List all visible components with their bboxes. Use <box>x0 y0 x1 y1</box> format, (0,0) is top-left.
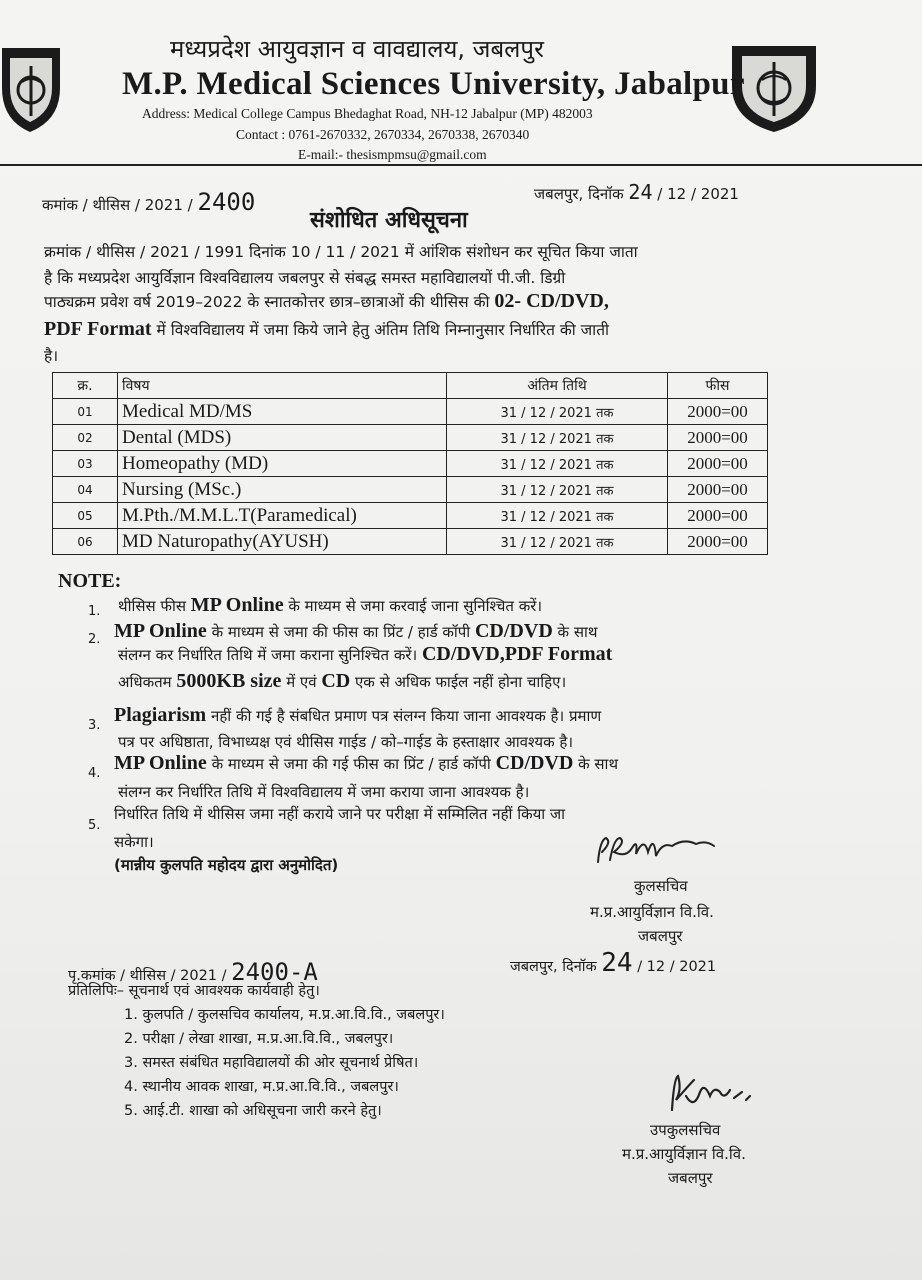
copy-list-item: 1. कुलपति / कुलसचिव कार्यालय, म.प्र.आ.वि.वि., जबलपुर। <box>124 1007 445 1023</box>
signatory-1-city: जबलपुर <box>638 927 683 945</box>
note-2-text-i: में एवं <box>286 673 317 691</box>
body-line-3 <box>44 290 609 313</box>
note-5-line-2: सकेगा। <box>114 833 154 851</box>
reference-date <box>534 180 739 204</box>
registrar-signature <box>592 828 722 872</box>
row-no: 06 <box>53 529 118 555</box>
endorsement-date-rest: / 12 / 2021 <box>637 959 717 975</box>
table-row <box>53 477 768 503</box>
signatory-1-title: कुलसचिव <box>634 877 688 895</box>
row-subject: Medical MD/MS <box>118 399 447 425</box>
row-fee: 2000=00 <box>668 425 768 451</box>
endorsement-date <box>510 948 716 978</box>
note-3-line-2: पत्र पर अधिष्ठाता, विभाध्यक्ष एवं थीसिस गाईड / को–गाईड के हस्ताक्षार आवश्यक है। <box>118 733 574 751</box>
university-emblem-left-icon <box>0 42 92 134</box>
column-header-subject: विषय <box>118 373 447 399</box>
row-last-date: 31 / 12 / 2021 तक <box>447 503 668 529</box>
column-header-fee: फीस <box>668 373 768 399</box>
note-2-text-f: CD/DVD,PDF Format <box>421 643 613 665</box>
approval-note: (मान्नीय कुलपति महोदय द्वारा अनुमोदित) <box>114 856 339 874</box>
row-last-date: 31 / 12 / 2021 तक <box>447 477 668 503</box>
row-no: 03 <box>53 451 118 477</box>
note-4-text-b: के माध्यम से जमा की गई फीस का प्रिंट / हार्ड कॉपी <box>211 755 491 773</box>
note-4-text-d: के साथ <box>578 755 619 773</box>
copy-list-item: 4. स्थानीय आवक शाखा, म.प्र.आ.वि.वि., जबलपुर। <box>124 1079 399 1095</box>
row-fee: 2000=00 <box>668 477 768 503</box>
body-line-4-text: में विश्वविद्यालय में जमा किये जाने हेतु अंतिम तिथि निम्नानुसार निर्धारित की जाती <box>156 321 610 339</box>
endorsement-number-prefix: पृ.कमांक / थीसिस / 2021 / <box>68 968 227 984</box>
body-line-3-text: पाठ्यक्रम प्रवेश वर्ष 2019–2022 के स्नातकोत्तर छात्र–छात्राओं की थीसिस की <box>44 293 490 311</box>
note-2-text-d: के साथ <box>557 623 598 641</box>
table-row <box>53 451 768 477</box>
university-name-english: M.P. Medical Sciences University, Jabalpur <box>122 66 745 102</box>
row-no: 01 <box>53 399 118 425</box>
reference-date-rest: / 12 / 2021 <box>657 185 739 203</box>
body-line-1: क्रमांक / थीसिस / 2021 / 1991 दिनांक 10 / 11 / 2021 में आंशिक संशोधन कर सूचित किया जाता <box>44 243 638 261</box>
table-row <box>53 425 768 451</box>
row-subject: Nursing (MSc.) <box>118 477 447 503</box>
table-row <box>53 503 768 529</box>
row-subject: M.Pth./M.M.L.T(Paramedical) <box>118 503 447 529</box>
note-3-line-1 <box>114 704 601 727</box>
row-fee: 2000=00 <box>668 399 768 425</box>
column-header-last-date: अंतिम तिथि <box>447 373 668 399</box>
copy-list-item: 5. आई.टी. शाखा को अधिसूचना जारी करने हेतु। <box>124 1103 382 1119</box>
row-fee: 2000=00 <box>668 503 768 529</box>
deputy-registrar-signature <box>664 1070 764 1120</box>
row-subject: MD Naturopathy(AYUSH) <box>118 529 447 555</box>
endorsement-number-handwritten: 2400-A <box>231 958 318 986</box>
note-2-number: 2. <box>88 632 101 647</box>
note-3-number: 3. <box>88 718 101 733</box>
note-2-text-k: एक से अधिक फाईल नहीं होना चाहिए। <box>355 673 567 691</box>
signatory-1-org: म.प्र.आयुर्विज्ञान वि.वि. <box>590 903 714 921</box>
reference-number-prefix: कमांक / थीसिस / 2021 / <box>42 196 193 214</box>
signatory-2-org: म.प्र.आयुर्विज्ञान वि.वि. <box>622 1145 746 1163</box>
signatory-2-city: जबलपुर <box>668 1169 713 1187</box>
body-line-5: है। <box>44 347 59 365</box>
university-address: Address: Medical College Campus Bhedaghat Road, NH-12 Jabalpur (MP) 482003 <box>142 106 593 121</box>
note-2-text-h: 5000KB size <box>176 670 282 692</box>
row-fee: 2000=00 <box>668 529 768 555</box>
endorsement-date-day: 24 <box>601 948 633 978</box>
note-2-text-a: MP Online <box>114 620 207 642</box>
note-2-line-2 <box>118 643 612 666</box>
row-last-date: 31 / 12 / 2021 तक <box>447 451 668 477</box>
note-2-line-3 <box>118 670 566 693</box>
reference-date-day: 24 <box>628 180 653 204</box>
row-subject: Homeopathy (MD) <box>118 451 447 477</box>
table-header-row <box>53 373 768 399</box>
fee-schedule-table <box>52 372 768 555</box>
row-no: 05 <box>53 503 118 529</box>
note-1-text-b: MP Online <box>190 594 284 616</box>
note-2-text-c: CD/DVD <box>474 620 553 642</box>
copy-to-label: प्रतिलिपिः– सूचनार्थ एवं आवश्यक कार्यवाही हेतु। <box>68 983 320 999</box>
table-row <box>53 399 768 425</box>
note-4-text-a: MP Online <box>114 752 207 774</box>
body-line-4 <box>44 318 609 341</box>
reference-number <box>42 188 255 216</box>
note-2-text-e: संलग्न कर निर्धारित तिथि में जमा कराना सुनिश्चित करें। <box>118 646 418 664</box>
note-4-text-c: CD/DVD <box>495 752 574 774</box>
reference-number-handwritten: 2400 <box>197 188 256 216</box>
note-4-number: 4. <box>88 766 101 781</box>
note-1-number: 1. <box>88 604 101 619</box>
row-last-date: 31 / 12 / 2021 तक <box>447 529 668 555</box>
body-line-4-format: PDF Format <box>44 318 152 340</box>
note-2-text-j: CD <box>321 670 351 692</box>
reference-date-prefix: जबलपुर, दिनॉक <box>534 185 624 203</box>
signatory-2-title: उपकुलसचिव <box>650 1121 721 1139</box>
note-4-line-2: संलग्न कर निर्धारित तिथि में विश्वविद्यालय में जमा कराया जाना आवश्यक है। <box>118 783 530 801</box>
row-subject: Dental (MDS) <box>118 425 447 451</box>
note-3-text-a: Plagiarism <box>114 704 207 726</box>
note-3-text-b: नहीं की गई है संबधित प्रमाण पत्र संलग्न किया जाना आवश्यक है। प्रमाण <box>211 707 602 725</box>
note-heading: NOTE: <box>58 570 122 592</box>
row-last-date: 31 / 12 / 2021 तक <box>447 399 668 425</box>
note-1-text-a: थीसिस फीस <box>118 597 186 615</box>
header-divider <box>0 164 922 166</box>
university-name-hindi: मध्यप्रदेश आयुवज्ञान व वावद्यालय, जबलपुर <box>170 35 544 63</box>
copy-list-item: 3. समस्त संबंधित महाविद्यालयों की ओर सूचनार्थ प्रेषित। <box>124 1055 419 1071</box>
university-contact: Contact : 0761-2670332, 2670334, 2670338, 2670340 <box>236 127 530 142</box>
note-5-number: 5. <box>88 818 101 833</box>
note-5-line-1: निर्धारित तिथि में थीसिस जमा नहीं कराये जाने पर परीक्षा में सम्मिलित नहीं किया जा <box>114 805 565 823</box>
copy-list-item: 2. परीक्षा / लेखा शाखा, म.प्र.आ.वि.वि., जबलपुर। <box>124 1031 394 1047</box>
endorsement-date-prefix: जबलपुर, दिनॉक <box>510 959 597 975</box>
body-line-2: है कि मध्यप्रदेश आयुर्विज्ञान विश्वविद्यालय जबलपुर से संबद्ध समस्त महाविद्यालयों पी.जी. डिग्री <box>44 269 566 287</box>
note-2-line-1 <box>114 620 597 643</box>
note-2-text-b: के माध्यम से जमा की फीस का प्रिंट / हार्ड कॉपी <box>211 623 471 641</box>
table-row <box>53 529 768 555</box>
university-email: E-mail:- thesismpmsu@gmail.com <box>298 147 487 162</box>
note-2-text-g: अधिकतम <box>118 673 172 691</box>
row-last-date: 31 / 12 / 2021 तक <box>447 425 668 451</box>
note-4-line-1 <box>114 752 618 775</box>
row-no: 02 <box>53 425 118 451</box>
row-no: 04 <box>53 477 118 503</box>
row-fee: 2000=00 <box>668 451 768 477</box>
note-1-line <box>118 594 542 617</box>
body-line-3-media: 02- CD/DVD, <box>494 290 609 312</box>
notice-title: संशोधित अधिसूचना <box>310 208 468 233</box>
column-header-no: क्र. <box>53 373 118 399</box>
note-1-text-c: के माध्यम से जमा करवाई जाना सुनिश्चित करें। <box>288 597 543 615</box>
